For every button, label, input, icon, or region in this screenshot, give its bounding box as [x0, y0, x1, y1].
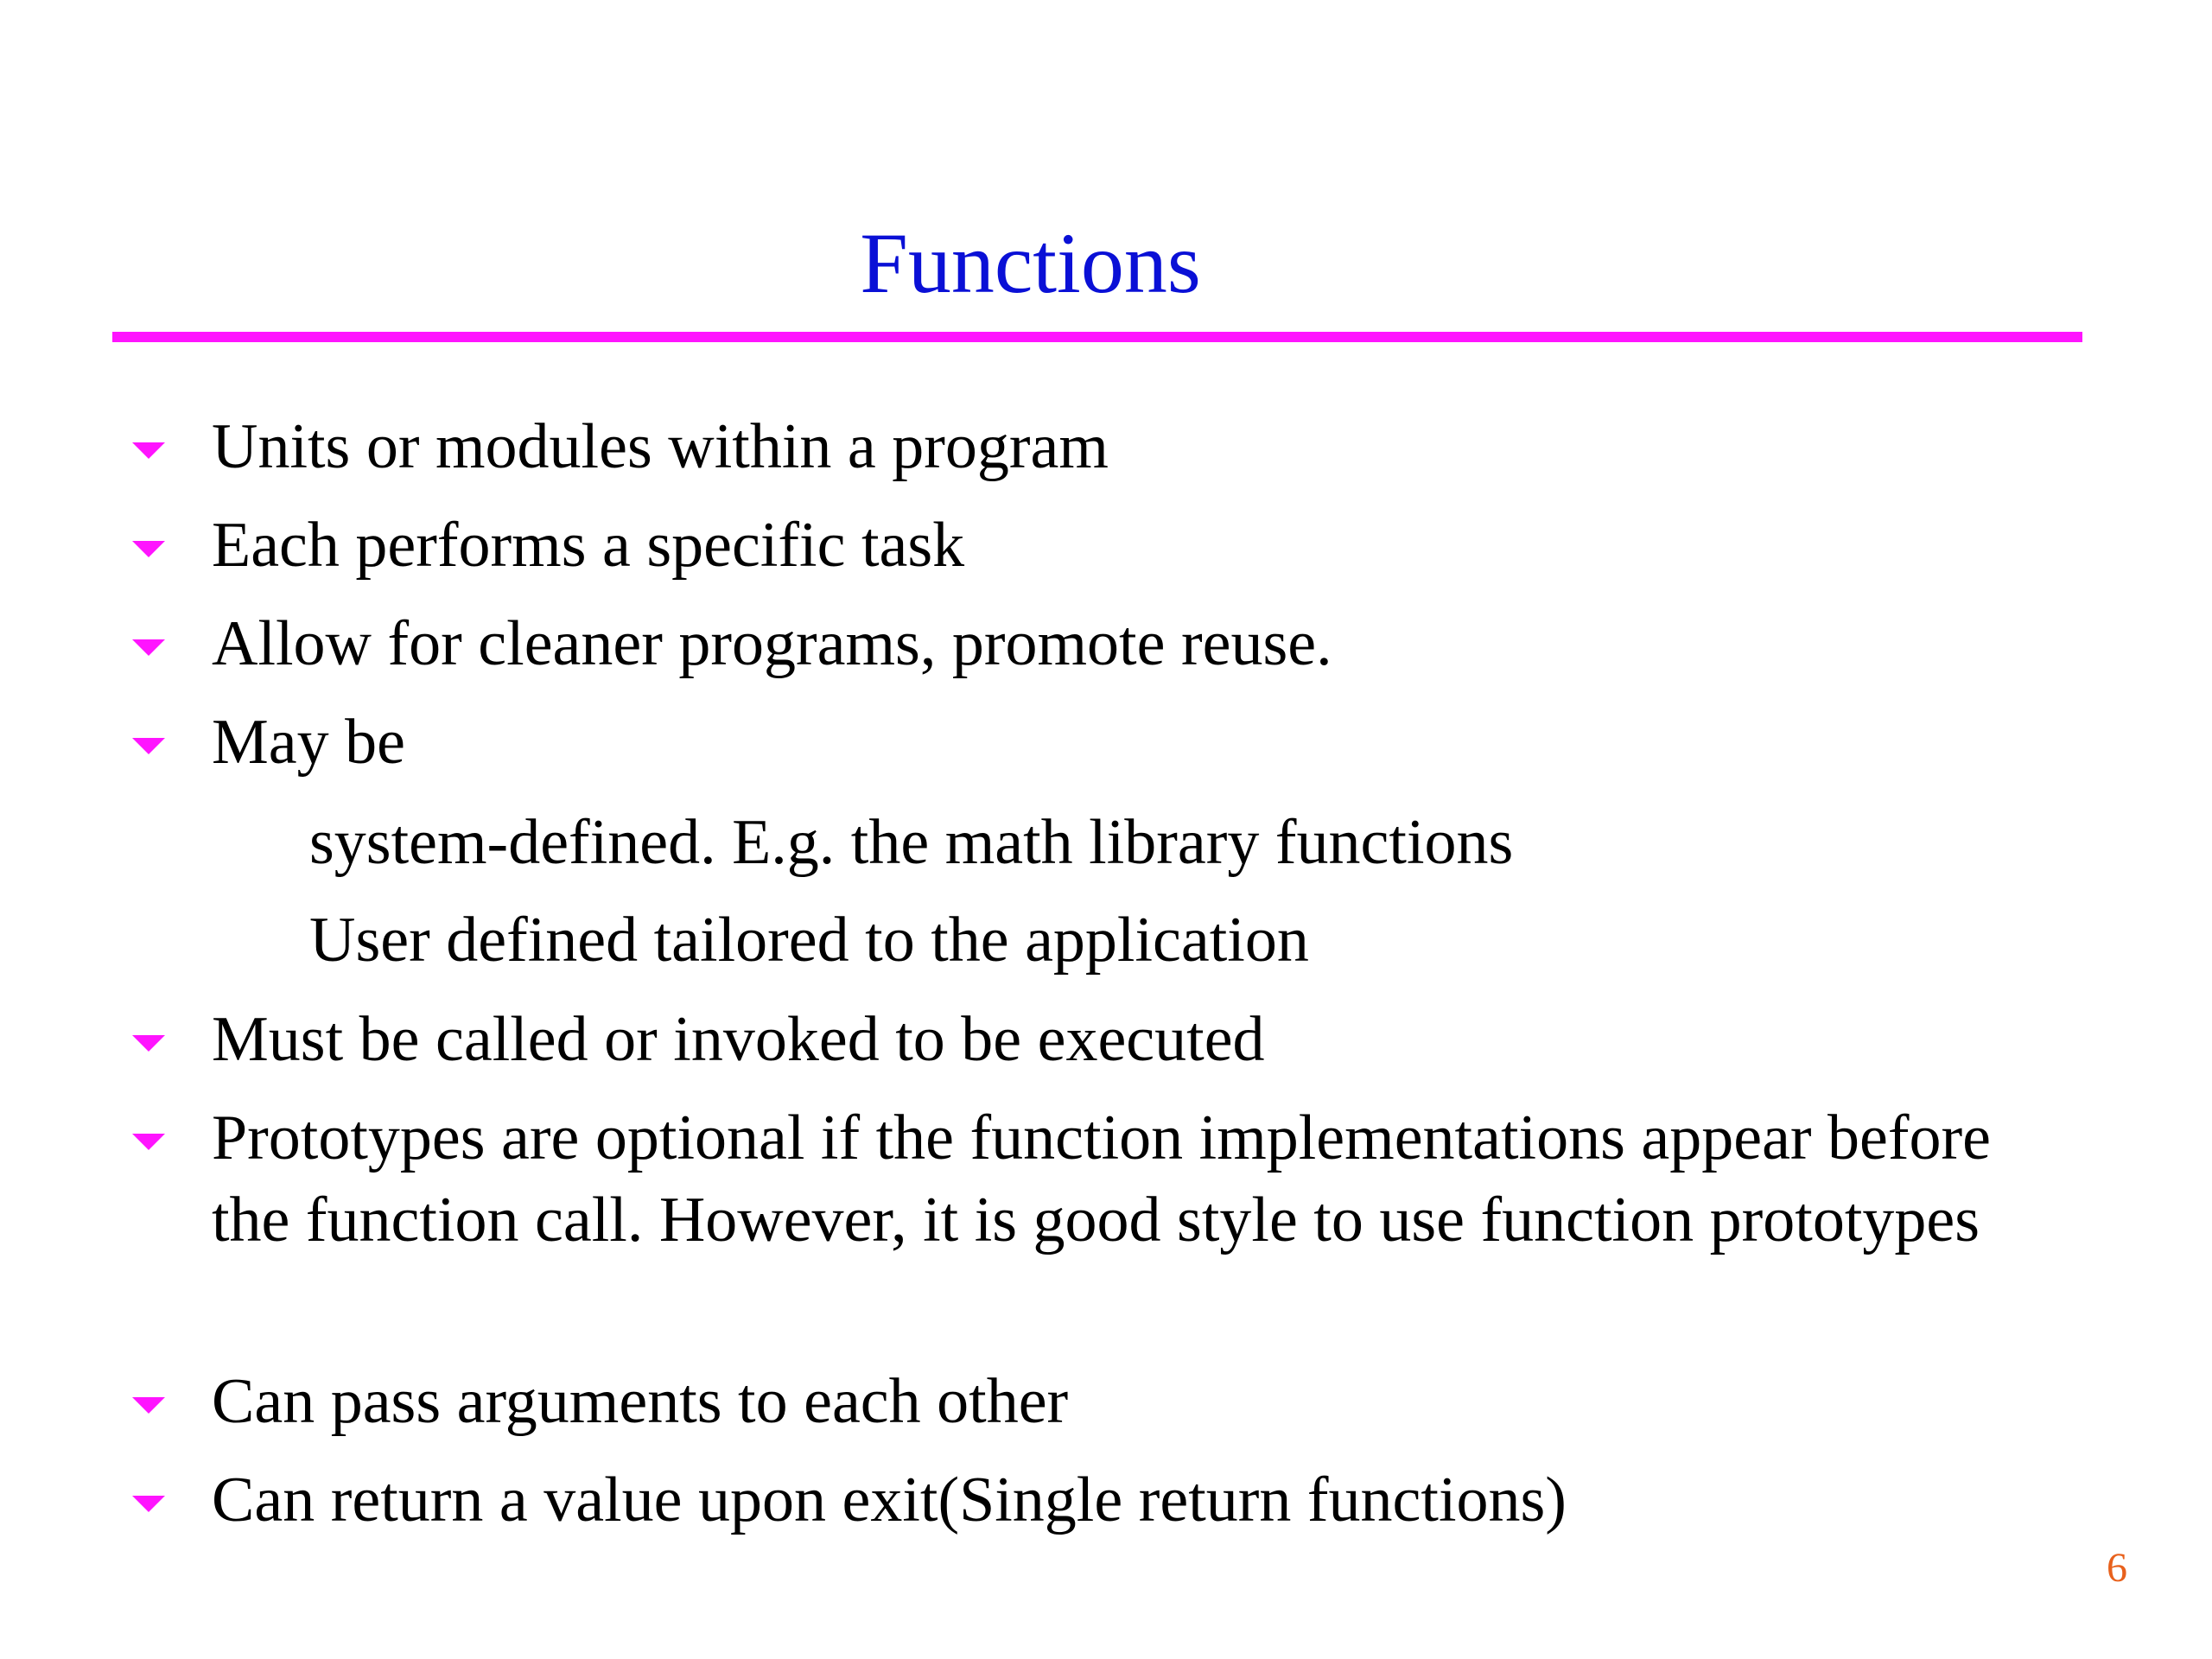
bullet-item: [212, 1361, 2069, 1443]
sub-item-text: User defined tailored to the application: [309, 905, 1309, 976]
title-underline: [112, 332, 2082, 342]
triangle-down-bullet-icon: [132, 442, 165, 459]
bullet-item: [212, 603, 2069, 685]
bullet-item: [212, 1097, 2069, 1262]
triangle-down-bullet-icon: [132, 738, 165, 754]
bullet-text: May be: [212, 707, 405, 778]
triangle-down-bullet-icon: [132, 1035, 165, 1052]
bullet-text: Must be called or invoked to be executed: [212, 1004, 1265, 1075]
bullet-item: [212, 505, 2069, 587]
sub-item-text: system-defined. E.g. the math library functions: [309, 807, 1514, 878]
triangle-down-bullet-icon: [132, 1134, 165, 1150]
slide-title: Functions: [860, 215, 1201, 311]
bullet-text: Units or modules within a program: [212, 411, 1109, 482]
page-number: 6: [2107, 1545, 2127, 1591]
bullet-text: Can return a value upon exit(Single return functions): [212, 1465, 1567, 1535]
bullet-text: Each performs a specific task: [212, 510, 965, 581]
triangle-down-bullet-icon: [132, 541, 165, 557]
bullet-item: [212, 406, 2069, 488]
bullet-text: Allow for cleaner programs, promote reuse.: [212, 608, 1332, 679]
triangle-down-bullet-icon: [132, 1496, 165, 1512]
bullet-item: [212, 702, 2069, 784]
bullet-text: Can pass arguments to each other: [212, 1366, 1069, 1437]
sub-item: [309, 802, 2037, 884]
sub-item: [309, 899, 2037, 982]
bullet-item: [212, 1459, 2069, 1541]
triangle-down-bullet-icon: [132, 1397, 165, 1414]
bullet-item: [212, 999, 2069, 1081]
bullet-text: Prototypes are optional if the function implementations appear before the function call. However, it is good style to use function prototypes: [212, 1103, 1992, 1255]
triangle-down-bullet-icon: [132, 639, 165, 656]
